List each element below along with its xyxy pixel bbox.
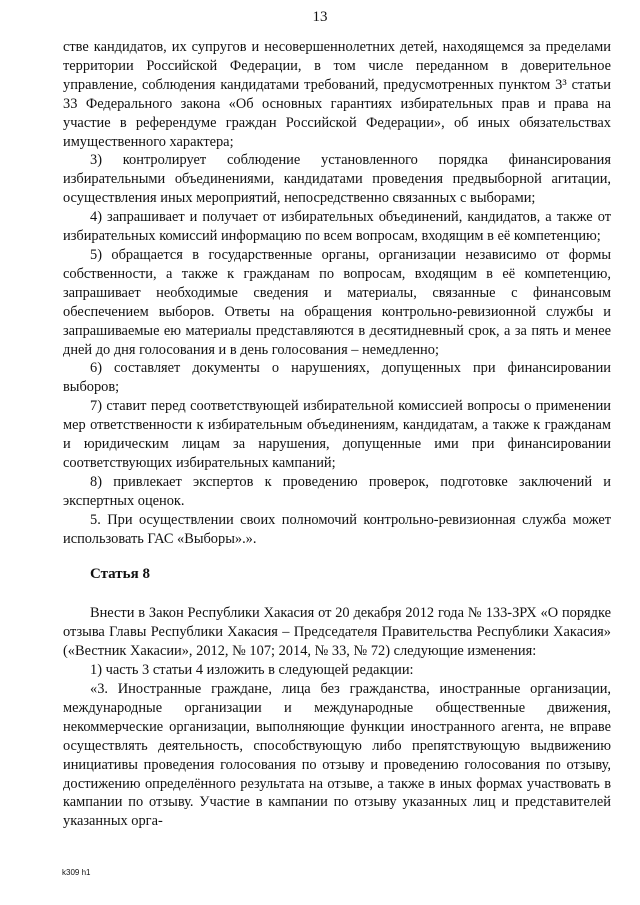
paragraph-item-4: 4) запрашивает и получает от избирательных объединений, кандидатов, а также от избирательных комиссий информацию по всем вопросам, входящим в её компетенцию; — [63, 209, 611, 245]
paragraph-amendment-text: «3. Иностранные граждане, лица без гражданства, иностранные организации, международные организации и международные общественные движения, некоммерческие организации, выполняющие функции иностранного агента, не вправе осуществлять деятельность, способствующую либо препятствующую выдвижению инициативы проведения голосования по отзыву и проведению голосования по отзыву, достижению определённого результата на отзыве, а также в иных формах участвовать в кампании по отзыву. Участие в кампании по отзыву указанных лиц и представителей указанных орга- — [63, 681, 611, 830]
paragraph-item-7: 7) ставит перед соответствующей избирательной комиссией вопросы о применении мер ответственности к избирательным объединениям, кандидатам, а также к гражданам и юридическим лицам за нарушения, допущенные ими при финансировании соответствующих избирательных кампаний; — [63, 398, 611, 471]
page-number: 13 — [312, 9, 328, 25]
paragraph-item-8: 8) привлекает экспертов к проведению проверок, подготовке заключений и экспертных оценок. — [63, 473, 611, 509]
paragraph-amendment-1: 1) часть 3 статьи 4 изложить в следующей редакции: — [90, 662, 414, 679]
paragraph-item-6: 6) составляет документы о нарушениях, допущенных при финансировании выборов; — [63, 360, 611, 396]
paragraph-continuation: стве кандидатов, их супругов и несовершеннолетних детей, находящемся за пределами территории Российской Федерации, в том числе переданном в доверительное управление, соблюдения кандидатами требований, предусмотренных пунктом 3³ статьи 33 Федерального закона «Об основных гарантиях избирательных прав и права на участие в референдуме граждан Российской Федерации», об иных обязательствах имущественного характера; — [63, 39, 611, 150]
paragraph-item-3: 3) контролирует соблюдение установленного порядка финансирования избирательными объединениями, кандидатами проведения предвыборной агитации, осуществления иных мероприятий, непосредственно связанных с выборами; — [63, 152, 611, 207]
footer-code: k309 h1 — [62, 868, 91, 877]
paragraph-part-5: 5. При осуществлении своих полномочий контрольно-ревизионная служба может использовать ГАС «Выборы».». — [63, 511, 611, 547]
document-body — [63, 38, 611, 831]
paragraph-item-5: 5) обращается в государственные органы, организации независимо от формы собственности, а также к гражданам по вопросам, входящим в её компетенцию, запрашивает необходимые сведения и материалы, связанные с финансовым обеспечением выборов. Ответы на обращения контрольно-ревизионной службы и запрашиваемые ею материалы представляются в десятидневный срок, а за пять и менее дней до дня голосования и в день голосования – немедленно; — [63, 246, 611, 358]
article-heading: Статья 8 — [90, 566, 150, 583]
paragraph-amendment-intro: Внести в Закон Республики Хакасия от 20 декабря 2012 года № 133-ЗРХ «О порядке отзыва Главы Республики Хакасия – Председателя Правительства Республики Хакасия» («Вестник Хакасии», 2012, № 107; 2014, № 33, № 72) следующие изменения: — [63, 605, 611, 660]
